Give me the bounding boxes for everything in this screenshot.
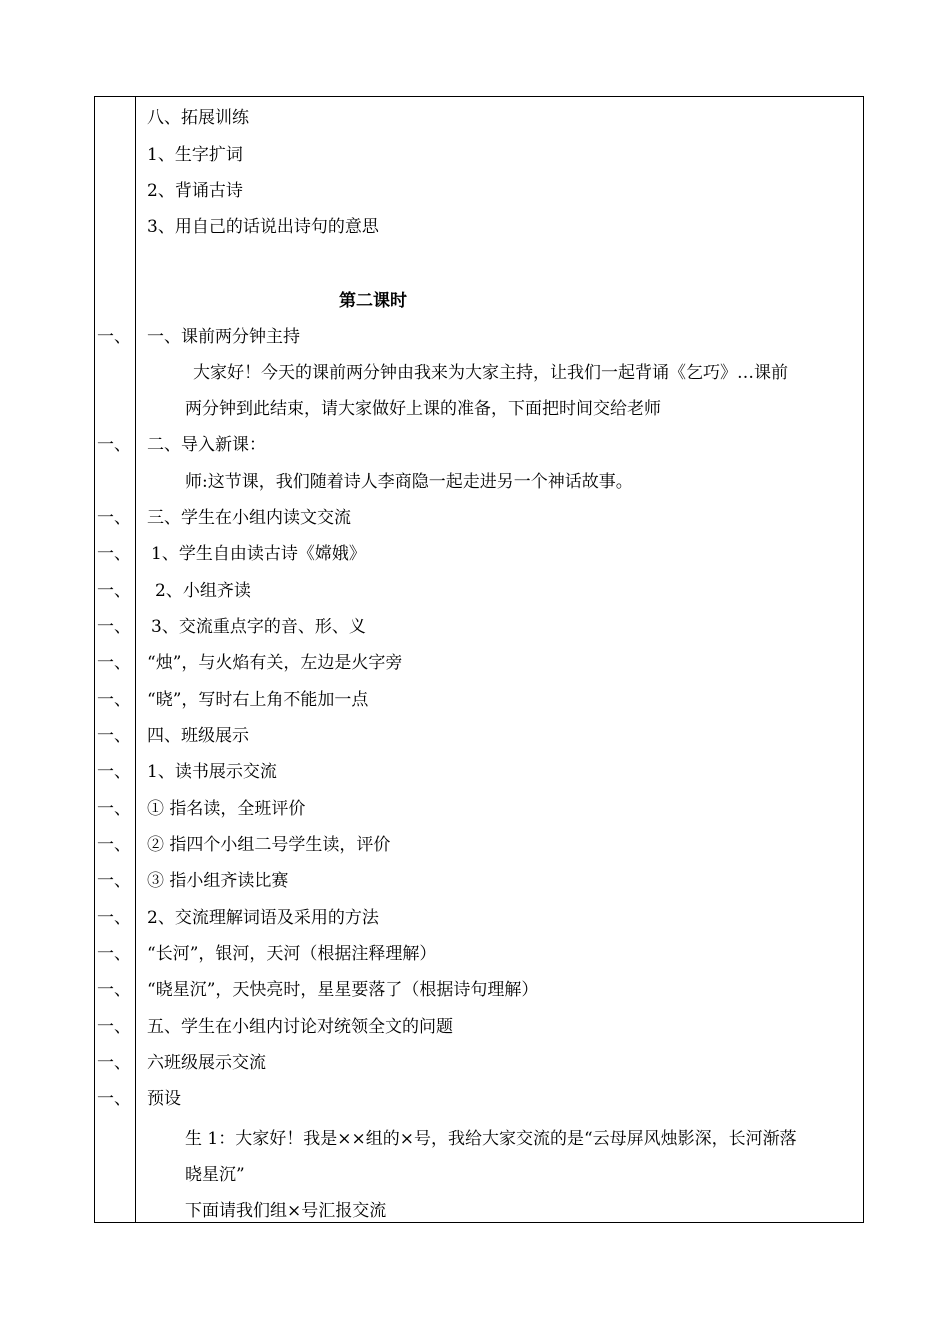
marker: 一、 <box>97 1089 131 1109</box>
line-item-1: 1、生字扩词 <box>147 145 243 165</box>
line-char-xiao: “晓”，写时右上角不能加一点 <box>147 690 369 710</box>
line-item-2: 2、背诵古诗 <box>147 181 243 201</box>
marker: 一、 <box>97 871 131 891</box>
marker: 一、 <box>97 690 131 710</box>
marker: 一、 <box>97 327 131 347</box>
line-extension-heading: 八、拓展训练 <box>147 108 249 128</box>
line-intro-heading: 二、导入新课： <box>147 435 266 455</box>
line-char-zhu: “烛”，与火焰有关，左边是火字旁 <box>147 653 403 673</box>
column-divider <box>135 97 136 1222</box>
line-host-speech-2: 两分钟到此结束，请大家做好上课的准备，下面把时间交给老师 <box>185 399 661 419</box>
marker: 一、 <box>97 944 131 964</box>
line-preset: 预设 <box>147 1089 181 1109</box>
line-vocab-xiaoxingchen: “晓星沉”，天快亮时，星星要落了（根据诗句理解） <box>147 980 539 1000</box>
line-sub-3: ③ 指小组齐读比赛 <box>147 871 289 891</box>
marker: 一、 <box>97 581 131 601</box>
marker: 一、 <box>97 508 131 528</box>
marker: 一、 <box>97 726 131 746</box>
line-host-heading: 一、课前两分钟主持 <box>147 327 300 347</box>
line-sub-1: ① 指名读，全班评价 <box>147 799 306 819</box>
marker: 一、 <box>97 762 131 782</box>
line-class-show: 四、班级展示 <box>147 726 249 746</box>
line-class-exchange: 六班级展示交流 <box>147 1053 266 1073</box>
marker: 一、 <box>97 908 131 928</box>
line-student-1a: 生 1：大家好！我是××组的×号，我给大家交流的是“云母屏风烛影深，长河渐落 <box>185 1129 797 1149</box>
line-group-reading: 三、学生在小组内读文交流 <box>147 508 351 528</box>
line-vocab-methods: 2、交流理解词语及采用的方法 <box>147 908 379 928</box>
marker: 一、 <box>97 799 131 819</box>
marker: 一、 <box>97 1053 131 1073</box>
line-vocab-changhe: “长河”，银河，天河（根据注释理解） <box>147 944 437 964</box>
line-key-chars: 3、交流重点字的音、形、义 <box>151 617 366 637</box>
line-group-discussion: 五、学生在小组内讨论对统领全文的问题 <box>147 1017 453 1037</box>
marker: 一、 <box>97 1017 131 1037</box>
marker: 一、 <box>97 980 131 1000</box>
line-sub-2: ② 指四个小组二号学生读，评价 <box>147 835 391 855</box>
lesson-table <box>94 96 864 1223</box>
line-free-reading: 1、学生自由读古诗《嫦娥》 <box>151 544 366 564</box>
section-title: 第二课时 <box>339 291 407 311</box>
line-reading-show: 1、读书展示交流 <box>147 762 277 782</box>
marker: 一、 <box>97 617 131 637</box>
line-teacher-intro: 师:这节课，我们随着诗人李商隐一起走进另一个神话故事。 <box>185 472 633 492</box>
line-report: 下面请我们组×号汇报交流 <box>185 1201 387 1221</box>
marker: 一、 <box>97 653 131 673</box>
line-group-choral: 2、小组齐读 <box>155 581 251 601</box>
marker: 一、 <box>97 435 131 455</box>
marker: 一、 <box>97 835 131 855</box>
line-item-3: 3、用自己的话说出诗句的意思 <box>147 217 379 237</box>
line-host-speech-1: 大家好！今天的课前两分钟由我来为大家主持，让我们一起背诵《乞巧》…课前 <box>193 363 788 383</box>
marker: 一、 <box>97 544 131 564</box>
line-student-1b: 晓星沉” <box>185 1165 245 1185</box>
